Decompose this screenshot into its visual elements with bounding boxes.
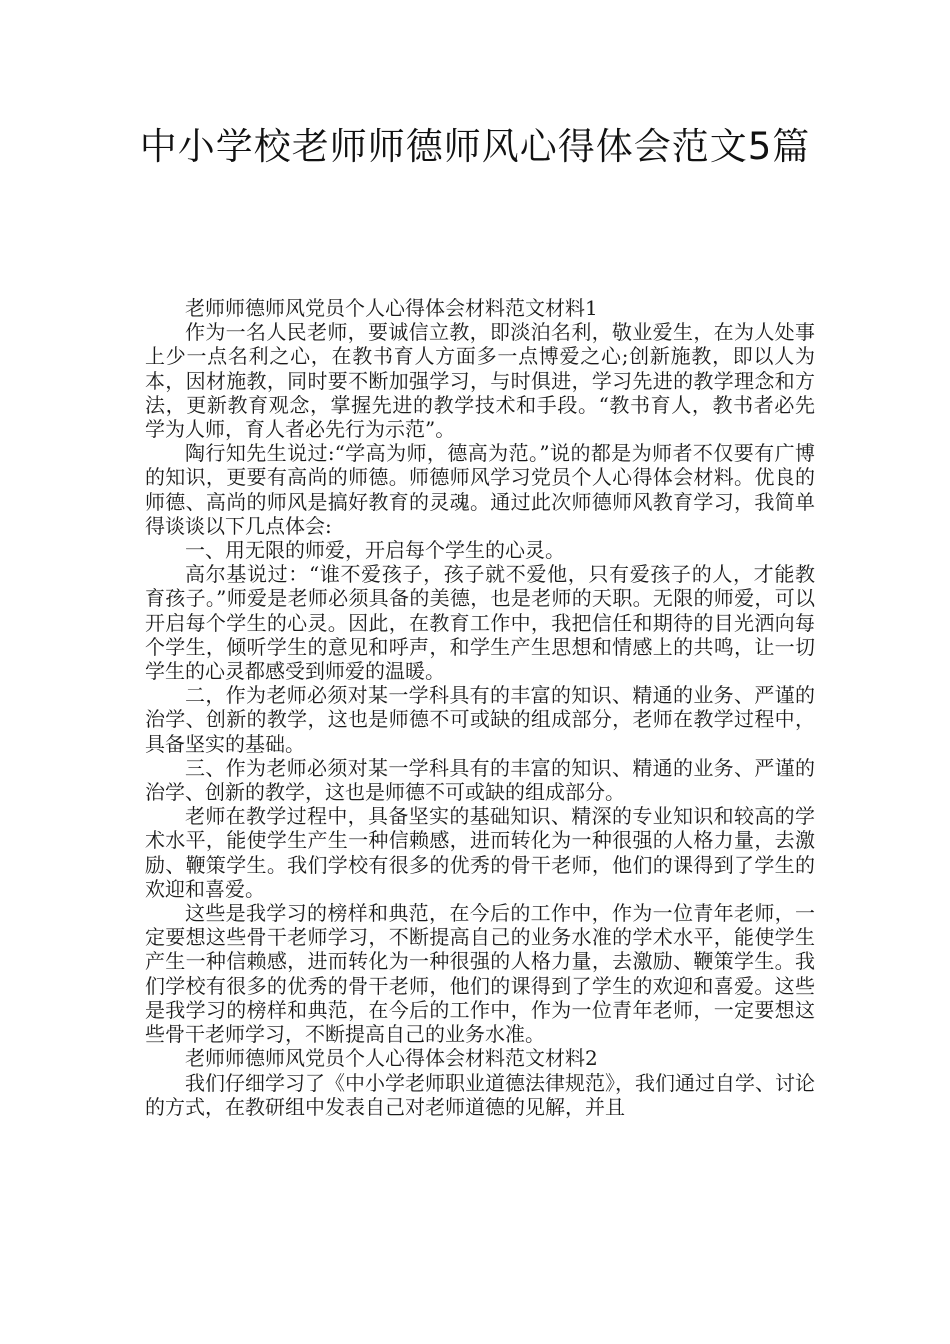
paragraph: 这些是我学习的榜样和典范，在今后的工作中，作为一位青年老师，一定要想这些骨干老师学习，不断提高自己的业务水准的学术水平，能使学生产生一种信赖感，进而转化为一种很强的人格力量，去激励、鞭策学生。我们学校有很多的优秀的骨干老师，他们的课得到了学生的欢迎和喜爱。这些是我学习的榜样和典范，在今后的工作中，作为一位青年老师，一定要想这些骨干老师学习，不断提高自己的业务水准。 [145, 901, 815, 1047]
paragraph: 作为一名人民老师，要诚信立教，即淡泊名利，敬业爱生，在为人处事上少一点名利之心，在教书育人方面多一点博爱之心;创新施教，即以人为本，因材施教，同时要不断加强学习，与时俱进，学习先进的教学理念和方法，更新教育观念，掌握先进的教学技术和手段。“教书育人，教书者必先学为人师，育人者必先行为示范”。 [145, 320, 815, 442]
paragraph: 高尔基说过：“谁不爱孩子，孩子就不爱他，只有爱孩子的人，才能教育孩子。”师爱是老师必须具备的美德，也是老师的天职。无限的师爱，可以开启每个学生的心灵。因此，在教育工作中，我把信任和期待的目光洒向每个学生，倾听学生的意见和呼声，和学生产生思想和情感上的共鸣，让一切学生的心灵都感受到师爱的温暖。 [145, 562, 815, 684]
paragraph: 陶行知先生说过:“学高为师，德高为范。”说的都是为师者不仅要有广博的知识，更要有高尚的师德。师德师风学习党员个人心得体会材料。优良的师德、高尚的师风是搞好教育的灵魂。通过此次师德师风教育学习，我简单得谈谈以下几点体会: [145, 441, 815, 538]
paragraph: 老师在教学过程中，具备坚实的基础知识、精深的专业知识和较高的学术水平，能使学生产生一种信赖感，进而转化为一种很强的人格力量，去激励、鞭策学生。我们学校有很多的优秀的骨干老师，他们的课得到了学生的欢迎和喜爱。 [145, 804, 815, 901]
paragraph: 二，作为老师必须对某一学科具有的丰富的知识、精通的业务、严谨的治学、创新的教学，这也是师德不可或缺的组成部分，老师在教学过程中，具备坚实的基础。 [145, 683, 815, 756]
paragraph: 三、作为老师必须对某一学科具有的丰富的知识、精通的业务、严谨的治学、创新的教学，这也是师德不可或缺的组成部分。 [145, 755, 815, 805]
document-title: 中小学校老师师德师风心得体会范文5篇 [139, 125, 811, 168]
paragraph: 我们仔细学习了《中小学老师职业道德法律规范》，我们通过自学、讨论的方式，在教研组中发表自己对老师道德的见解，并且 [145, 1070, 815, 1119]
paragraph: 一、用无限的师爱，开启每个学生的心灵。 [185, 538, 565, 563]
section-heading-2: 老师师德师风党员个人心得体会材料范文材料2 [185, 1046, 598, 1071]
section-heading-1: 老师师德师风党员个人心得体会材料范文材料1 [185, 296, 598, 320]
document-body [145, 296, 815, 1119]
